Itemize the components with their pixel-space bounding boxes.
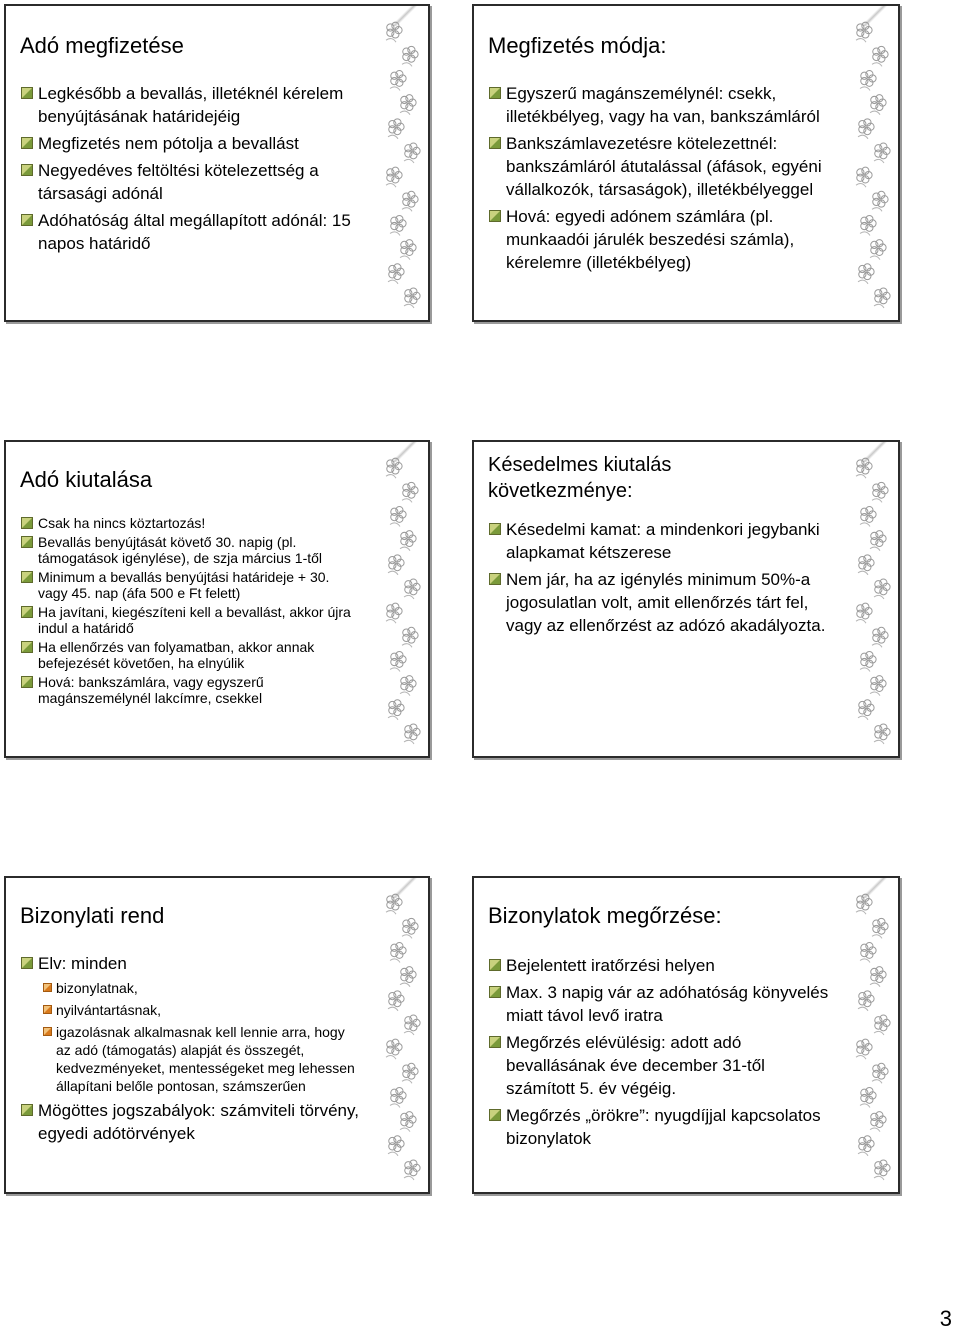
flower-petal [391, 944, 398, 951]
bullet-item: Hová: egyedi adónem számlára (pl. munkaadói járulék beszedési számla), kérelemre (illetékbélyeg) [488, 205, 832, 274]
leaf-stroke [388, 1152, 398, 1156]
leaf-stroke [856, 184, 866, 188]
leaf-stroke [400, 1128, 410, 1132]
leaf-stroke [390, 1104, 400, 1108]
bullet-item: Megfizetés nem pótolja a bevallást [20, 132, 362, 155]
flower-petal [859, 992, 866, 999]
flower-petal [403, 920, 410, 927]
flower-petal [859, 120, 866, 127]
leaf-stroke [856, 1056, 866, 1060]
bullet-item: Minimum a bevallás benyújtási határideje + 30. vagy 45. nap (áfa 500 e Ft felett) [20, 569, 362, 602]
leaf-stroke [858, 1152, 868, 1156]
leaf-stroke [874, 595, 884, 599]
leaf-stroke [390, 523, 400, 527]
bullet-item: Megőrzés „örökre”: nyugdíjjal kapcsolatos bizonylatok [488, 1104, 832, 1150]
leaf-stroke [856, 911, 866, 915]
flower-petal [871, 677, 878, 684]
leaf-stroke [856, 475, 866, 479]
leaf-stroke [404, 1031, 414, 1035]
floral-border-decoration [848, 448, 894, 750]
leaf-stroke [856, 620, 866, 624]
flower-petal [405, 726, 412, 733]
leaf-stroke [388, 716, 398, 720]
floral-border-graphic [378, 884, 424, 1186]
slide-ado-kiutalasa [4, 440, 430, 758]
leaf-stroke [388, 571, 398, 575]
flower-petal [391, 508, 398, 515]
flower-petal [873, 484, 880, 491]
leaf-stroke [386, 39, 396, 43]
flower-petal [387, 605, 394, 612]
slide-kesedelmes-kiutalas [472, 440, 900, 758]
leaf-stroke [870, 256, 880, 260]
leaf-stroke [388, 1007, 398, 1011]
flower-petal [859, 556, 866, 563]
bullet-item: Bevallás benyújtását követő 30. napig (pl. támogatások igénylése), de szja március 1-től [20, 534, 362, 567]
leaf-stroke [860, 1104, 870, 1108]
floral-border-graphic [378, 448, 424, 750]
flower-petal [873, 1065, 880, 1072]
flower-petal [403, 629, 410, 636]
leaf-stroke [858, 571, 868, 575]
leaf-stroke [400, 692, 410, 696]
slide-content [488, 954, 832, 1154]
flower-petal [405, 581, 412, 588]
flower-petal [871, 532, 878, 539]
flower-petal [873, 629, 880, 636]
leaf-stroke [404, 595, 414, 599]
floral-border-decoration [378, 12, 424, 314]
flower-petal [873, 193, 880, 200]
flower-petal [403, 484, 410, 491]
flower-petal [387, 896, 394, 903]
floral-border-decoration [848, 884, 894, 1186]
flower-petal [387, 24, 394, 31]
leaf-stroke [870, 692, 880, 696]
slide-bizonylati-rend [4, 876, 430, 1194]
bullet-item: Nem jár, ha az igénylés minimum 50%-a jogosulatlan volt, amit ellenőrzés tárt fel, vagy az ellenőrzést az adózó akadályozta. [488, 568, 832, 637]
floral-border-graphic [848, 12, 894, 314]
flower-petal [401, 241, 408, 248]
sub-bullet-item: bizonylatnak, [38, 979, 362, 997]
floral-border-graphic [378, 12, 424, 314]
floral-border-graphic [848, 448, 894, 750]
flower-petal [873, 48, 880, 55]
flower-petal [389, 556, 396, 563]
slide-title: Megfizetés módja: [488, 33, 667, 58]
flower-petal [389, 1137, 396, 1144]
flower-petal [875, 1162, 882, 1169]
flower-petal [861, 653, 868, 660]
leaf-stroke [870, 983, 880, 987]
flower-petal [859, 1137, 866, 1144]
flower-petal [401, 968, 408, 975]
leaf-stroke [386, 911, 396, 915]
bullet-item: Elv: minden [20, 952, 362, 975]
leaf-stroke [400, 256, 410, 260]
flower-petal [405, 1162, 412, 1169]
flower-petal [401, 96, 408, 103]
flower-petal [389, 701, 396, 708]
leaf-stroke [388, 280, 398, 284]
slide-title: Adó kiutalása [20, 467, 153, 492]
flower-petal [401, 1113, 408, 1120]
bullet-item: Ha ellenőrzés van folyamatban, akkor annak befejezését követően, ha elnyúlik [20, 639, 362, 672]
leaf-stroke [858, 716, 868, 720]
flower-petal [401, 677, 408, 684]
bullet-item: Bejelentett iratőrzési helyen [488, 954, 832, 977]
bullet-item: Ha javítani, kiegészíteni kell a bevallást, akkor újra indul a határidő [20, 604, 362, 637]
bullet-item: Késedelmi kamat: a mindenkori jegybanki alapkamat kétszerese [488, 518, 832, 564]
flower-petal [857, 460, 864, 467]
leaf-stroke [390, 232, 400, 236]
flower-petal [857, 169, 864, 176]
flower-petal [405, 145, 412, 152]
leaf-stroke [404, 1176, 414, 1180]
leaf-stroke [386, 475, 396, 479]
leaf-stroke [390, 668, 400, 672]
slide-title: Késedelmes kiutalás következménye: [488, 454, 672, 502]
floral-border-decoration [848, 12, 894, 314]
sub-bullet-item: nyilvántartásnak, [38, 1001, 362, 1019]
flower-petal [859, 265, 866, 272]
slide-content [20, 82, 362, 259]
leaf-stroke [860, 232, 870, 236]
leaf-stroke [402, 63, 412, 67]
leaf-stroke [400, 983, 410, 987]
leaf-stroke [402, 499, 412, 503]
slide-title: Bizonylati rend [20, 903, 165, 928]
flower-petal [405, 290, 412, 297]
leaf-stroke [386, 1056, 396, 1060]
leaf-stroke [404, 740, 414, 744]
flower-petal [875, 581, 882, 588]
flower-petal [857, 896, 864, 903]
slide-content [488, 518, 832, 641]
flower-petal [387, 1041, 394, 1048]
flower-petal [861, 508, 868, 515]
flower-petal [389, 992, 396, 999]
leaf-stroke [874, 1031, 884, 1035]
slide-bizonylatok-megorzese [472, 876, 900, 1194]
flower-petal [857, 605, 864, 612]
sub-bullet-item: igazolásnak alkalmasnak kell lennie arra, hogy az adó (támogatás) alapját és összegét, kedvezményeket, mentességeket meg lehessen állapítani belőle pontosan, számszerűen [38, 1023, 362, 1095]
leaf-stroke [858, 280, 868, 284]
leaf-stroke [872, 935, 882, 939]
leaf-stroke [404, 304, 414, 308]
bullet-item: Megőrzés elévülésig: adott adó bevallásának éve december 31-től számított 5. év végéig. [488, 1031, 832, 1100]
flower-petal [391, 72, 398, 79]
slide-content [488, 82, 832, 278]
flower-petal [875, 726, 882, 733]
slide-content [20, 515, 362, 709]
bullet-item: Bankszámlavezetésre kötelezettnél: bankszámláról átutalással (áfások, egyéni vállalkozók, társaságok), illetékbélyeggel [488, 132, 832, 201]
flower-petal [401, 532, 408, 539]
flower-petal [873, 920, 880, 927]
leaf-stroke [872, 644, 882, 648]
leaf-stroke [870, 547, 880, 551]
leaf-stroke [872, 499, 882, 503]
flower-petal [403, 1065, 410, 1072]
leaf-stroke [390, 87, 400, 91]
leaf-stroke [872, 1080, 882, 1084]
leaf-stroke [386, 620, 396, 624]
floral-border-decoration [378, 448, 424, 750]
leaf-stroke [400, 111, 410, 115]
bullet-item: Mögöttes jogszabályok: számviteli törvény, egyedi adótörvények [20, 1099, 362, 1145]
leaf-stroke [874, 740, 884, 744]
flower-petal [389, 120, 396, 127]
floral-border-decoration [378, 884, 424, 1186]
flower-petal [387, 460, 394, 467]
leaf-stroke [856, 39, 866, 43]
page-number: 3 [939, 1306, 952, 1331]
flower-petal [403, 193, 410, 200]
flower-petal [857, 1041, 864, 1048]
bullet-item: Csak ha nincs köztartozás! [20, 515, 362, 532]
slide-title: Adó megfizetése [20, 33, 184, 58]
bullet-item: Max. 3 napig vár az adóhatóság könyvelés miatt távol levő iratra [488, 981, 832, 1027]
floral-border-graphic [848, 884, 894, 1186]
leaf-stroke [874, 159, 884, 163]
flower-petal [857, 24, 864, 31]
leaf-stroke [400, 547, 410, 551]
bullet-item: Adóhatóság által megállapított adónál: 15 napos határidő [20, 209, 362, 255]
flower-petal [871, 1113, 878, 1120]
leaf-stroke [402, 208, 412, 212]
bullet-item: Egyszerű magánszemélynél: csekk, illetékbélyeg, vagy ha van, bankszámláról [488, 82, 832, 128]
leaf-stroke [402, 935, 412, 939]
flower-petal [391, 653, 398, 660]
bullet-item: Hová: bankszámlára, vagy egyszerű magánszemélynél lakcímre, csekkel [20, 674, 362, 707]
flower-petal [861, 217, 868, 224]
flower-petal [391, 1089, 398, 1096]
flower-petal [861, 944, 868, 951]
leaf-stroke [402, 644, 412, 648]
bullet-item: Negyedéves feltöltési kötelezettség a társasági adónál [20, 159, 362, 205]
leaf-stroke [860, 959, 870, 963]
flower-petal [387, 169, 394, 176]
flower-petal [871, 96, 878, 103]
bullet-item: Legkésőbb a bevallás, illetéknél kérelem benyújtásának határidejéig [20, 82, 362, 128]
slide-ado-megfizetese [4, 4, 430, 322]
leaf-stroke [874, 1176, 884, 1180]
slide-content [20, 952, 362, 1149]
flower-petal [403, 48, 410, 55]
leaf-stroke [872, 63, 882, 67]
flower-petal [875, 290, 882, 297]
flower-petal [861, 72, 868, 79]
flower-petal [875, 145, 882, 152]
leaf-stroke [402, 1080, 412, 1084]
flower-petal [859, 701, 866, 708]
leaf-stroke [390, 959, 400, 963]
leaf-stroke [872, 208, 882, 212]
leaf-stroke [870, 111, 880, 115]
flower-petal [871, 968, 878, 975]
flower-petal [861, 1089, 868, 1096]
flower-petal [875, 1017, 882, 1024]
leaf-stroke [860, 87, 870, 91]
flower-petal [871, 241, 878, 248]
leaf-stroke [874, 304, 884, 308]
flower-petal [389, 265, 396, 272]
leaf-stroke [858, 1007, 868, 1011]
leaf-stroke [860, 523, 870, 527]
flower-petal [405, 1017, 412, 1024]
leaf-stroke [858, 135, 868, 139]
leaf-stroke [870, 1128, 880, 1132]
leaf-stroke [386, 184, 396, 188]
leaf-stroke [404, 159, 414, 163]
slide-megfizetes-modja [472, 4, 900, 322]
leaf-stroke [388, 135, 398, 139]
flower-petal [391, 217, 398, 224]
slide-title: Bizonylatok megőrzése: [488, 903, 722, 928]
leaf-stroke [860, 668, 870, 672]
